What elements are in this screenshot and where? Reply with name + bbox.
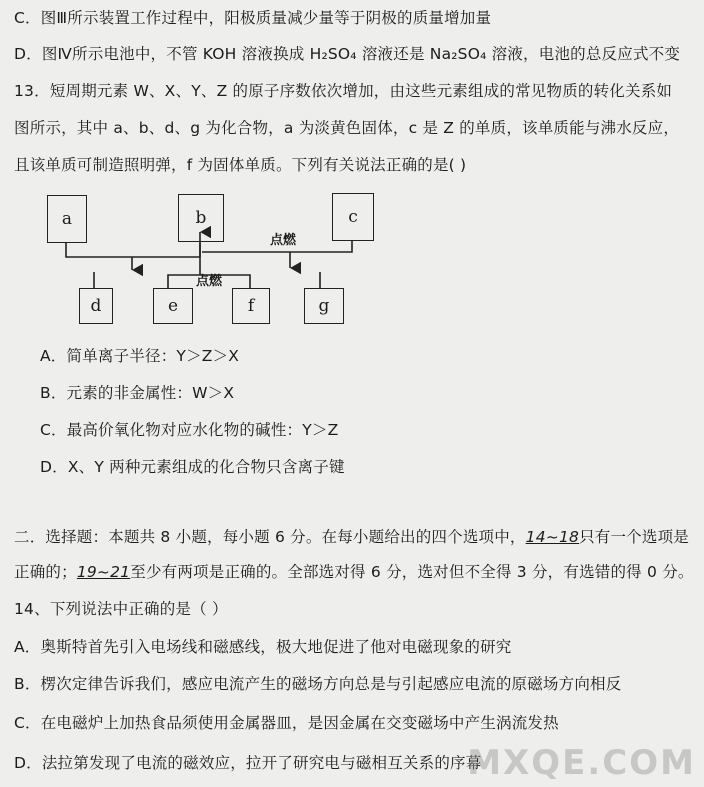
section2-line2 [14,560,694,582]
section2-line1 [14,525,689,547]
q13-option-c: C．最高价氧化物对应水化物的碱性：Y＞Z [40,421,339,439]
box-e: e [153,288,193,324]
box-f: f [232,288,270,324]
section2-line1-pre: 二．选择题：本题共 8 小题，每小题 6 分。在每小题给出的四个选项中， [14,528,526,546]
box-d: d [79,288,113,324]
connector-a-b [66,243,200,257]
q14-stem: 14、下列说法中正确的是（ ） [14,600,228,618]
q14-option-a: A．奥斯特首先引入电场线和磁感线，极大地促进了他对电磁现象的研究 [14,638,512,656]
section2-range-single: 14~18 [525,528,580,546]
q14-option-b: B．楞次定律告诉我们，感应电流产生的磁场方向总是与引起感应电流的原磁场方向相反 [14,675,622,693]
label-ignite-top: 点燃 [270,233,297,248]
q13-stem-line2: 图所示，其中 a、b、d、g 为化合物，a 为淡黄色固体，c 是 Z 的单质，该单质能与沸水反应， [14,119,680,137]
q14-option-d: D．法拉第发现了电流的磁效应，拉开了研究电与磁相互关系的序幕 [14,754,482,772]
q13-option-d: D．X、Y 两种元素组成的化合物只含离子键 [40,458,345,476]
q13-stem-line3: 且该单质可制造照明弹，f 为固体单质。下列有关说法正确的是( ) [14,156,467,174]
q12-option-d: D．图Ⅳ所示电池中，不管 KOH 溶液换成 H₂SO₄ 溶液还是 Na₂SO₄ 溶液，电池的总反应式不变 [14,45,681,63]
label-ignite-mid: 点燃 [196,274,223,289]
section2-line2-pre: 正确的； [14,563,77,581]
box-g: g [304,288,344,324]
section2-range-multi: 19~21 [76,563,131,581]
watermark-logo: MXQE.COM [467,743,696,783]
box-c: c [332,193,374,241]
section2-line2-post: 至少有两项是正确的。全部选对得 6 分，选对但不全得 3 分，有选错的得 0 分。 [130,563,694,581]
q14-option-c: C．在电磁炉上加热食品须使用金属器皿，是因金属在交变磁场中产生涡流发热 [14,714,559,732]
q13-option-a: A．简单离子半径：Y＞Z＞X [40,347,240,365]
q13-option-b: B．元素的非金属性：W＞X [40,384,235,402]
section2-line1-post: 只有一个选项是 [579,528,689,546]
box-b: b [178,194,224,242]
q13-stem-line1: 13．短周期元素 W、X、Y、Z 的原子序数依次增加，由这些元素组成的常见物质的转化关系如 [14,82,673,100]
box-a: a [47,195,87,243]
q12-option-c: C．图Ⅲ所示装置工作过程中，阳极质量减少量等于阴极的质量增加量 [14,9,492,27]
